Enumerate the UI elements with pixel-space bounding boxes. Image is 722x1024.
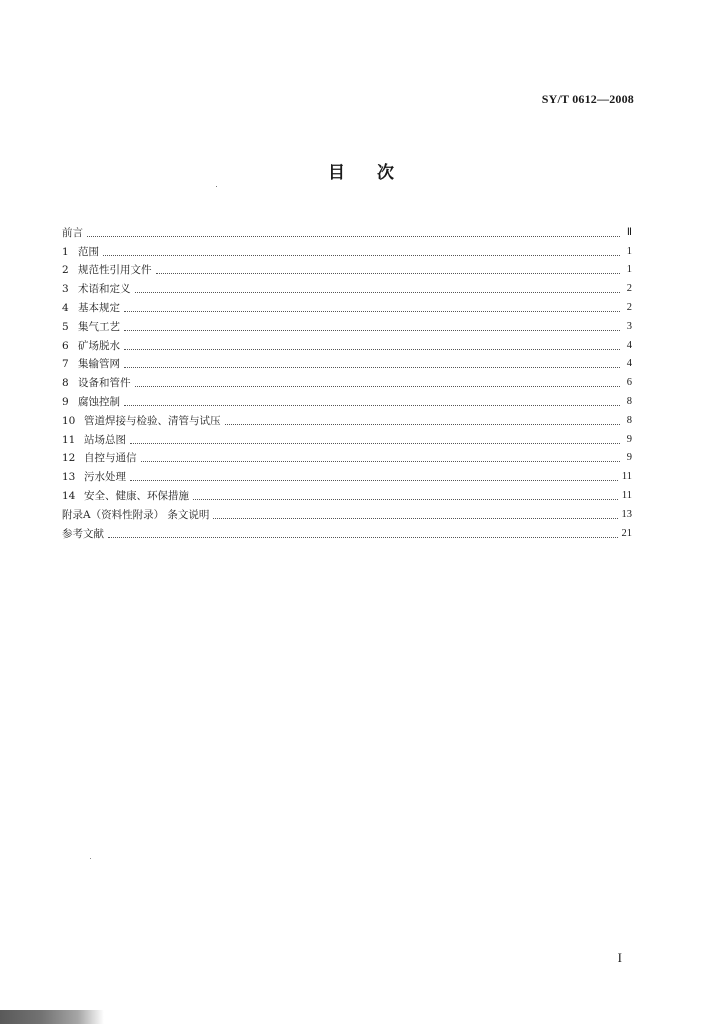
- toc-entry-page: 1: [626, 264, 632, 276]
- scan-artifact: [0, 1010, 104, 1024]
- toc-entry-page: 21: [621, 527, 632, 539]
- toc-entry[interactable]: [62, 428, 632, 447]
- toc-entry[interactable]: [62, 371, 632, 390]
- toc-entry[interactable]: [62, 315, 632, 334]
- toc-entry[interactable]: [62, 484, 632, 503]
- dot-leader: [124, 329, 620, 331]
- toc-entry-number: 8: [62, 377, 69, 390]
- toc-entry-page: 4: [626, 339, 632, 351]
- toc-entry[interactable]: [62, 390, 632, 409]
- toc-entry[interactable]: [62, 334, 632, 353]
- toc-entry-page: 8: [626, 414, 632, 426]
- dot-leader: [141, 460, 621, 462]
- dot-leader: [156, 272, 621, 274]
- toc-entry-label: 腐蚀控制: [78, 395, 120, 408]
- toc-entry-page: 1: [626, 245, 632, 257]
- toc-entry[interactable]: [62, 465, 632, 484]
- toc-entry-page: 2: [626, 301, 632, 313]
- toc-entry-label: 基本规定: [78, 301, 120, 314]
- toc-entry-number: 4: [62, 301, 69, 314]
- toc-entry[interactable]: [62, 447, 632, 466]
- toc-entry-page: Ⅱ: [626, 226, 632, 238]
- dot-leader: [135, 385, 621, 387]
- scan-speck: [216, 186, 217, 187]
- toc-entry[interactable]: [62, 296, 632, 315]
- toc-entry-number: 14: [62, 489, 76, 502]
- toc-entry-number: 1: [62, 245, 69, 258]
- toc-entry[interactable]: [62, 353, 632, 372]
- toc-entry-page: 9: [626, 452, 632, 464]
- toc-entry-label: 范围: [78, 245, 99, 258]
- page-number: I: [617, 950, 622, 965]
- toc-entry-label: 前言: [62, 226, 83, 239]
- toc-entry-page: 8: [626, 395, 632, 407]
- toc-entry-number: 5: [62, 320, 69, 333]
- dot-leader: [124, 404, 620, 406]
- toc-entry-label: 管道焊接与检验、清管与试压: [84, 414, 221, 427]
- table-of-contents: [62, 221, 632, 541]
- toc-title: 目次: [328, 163, 426, 183]
- toc-entry[interactable]: [62, 277, 632, 296]
- toc-entry-number: 9: [62, 395, 69, 408]
- dot-leader: [103, 254, 620, 256]
- dot-leader: [193, 498, 618, 500]
- toc-entry-page: 11: [621, 489, 632, 501]
- toc-entry-label: 参考文献: [62, 527, 104, 540]
- dot-leader: [108, 536, 618, 538]
- toc-entry-page: 11: [621, 471, 632, 483]
- toc-entry[interactable]: [62, 522, 632, 541]
- toc-entry-label: 设备和管件: [78, 377, 131, 390]
- toc-entry-number: 12: [62, 452, 76, 465]
- toc-entry-number: 6: [62, 339, 69, 352]
- dot-leader: [130, 442, 620, 444]
- toc-entry-number: 10: [62, 414, 76, 427]
- toc-entry-page: 3: [626, 320, 632, 332]
- toc-entry-label: 术语和定义: [78, 283, 131, 296]
- toc-entry-label: 安全、健康、环保措施: [84, 489, 189, 502]
- dot-leader: [124, 310, 620, 312]
- toc-entry-label: 自控与通信: [84, 452, 137, 465]
- toc-entry-page: 6: [626, 377, 632, 389]
- toc-entry-label: 污水处理: [84, 471, 126, 484]
- toc-entry[interactable]: [62, 240, 632, 259]
- dot-leader: [213, 517, 617, 519]
- toc-entry-label: 集气工艺: [78, 320, 120, 333]
- dot-leader: [124, 366, 620, 368]
- toc-entry-page: 4: [626, 358, 632, 370]
- dot-leader: [130, 479, 618, 481]
- dot-leader: [135, 291, 621, 293]
- toc-entry-page: 9: [626, 433, 632, 445]
- toc-entry[interactable]: [62, 409, 632, 428]
- toc-entry-page: 13: [621, 508, 632, 520]
- toc-entry-number: 3: [62, 283, 69, 296]
- toc-entry[interactable]: [62, 259, 632, 278]
- dot-leader: [225, 423, 621, 425]
- toc-entry-number: 7: [62, 358, 69, 371]
- dot-leader: [87, 235, 620, 237]
- dot-leader: [124, 348, 620, 350]
- toc-entry[interactable]: [62, 221, 632, 240]
- toc-entry-label: 集输管网: [78, 358, 120, 371]
- toc-entry-label: 规范性引用文件: [78, 264, 152, 277]
- toc-entry-number: 2: [62, 264, 69, 277]
- toc-entry-page: 2: [626, 283, 632, 295]
- scan-speck: [90, 858, 91, 859]
- toc-entry-label: 附录A（资料性附录） 条文说明: [62, 508, 210, 521]
- toc-entry-label: 矿场脱水: [78, 339, 120, 352]
- toc-entry-label: 站场总图: [84, 433, 126, 446]
- toc-entry[interactable]: [62, 503, 632, 522]
- document-code: SY/T 0612—2008: [541, 92, 634, 106]
- toc-entry-number: 11: [62, 433, 76, 446]
- toc-entry-number: 13: [62, 471, 76, 484]
